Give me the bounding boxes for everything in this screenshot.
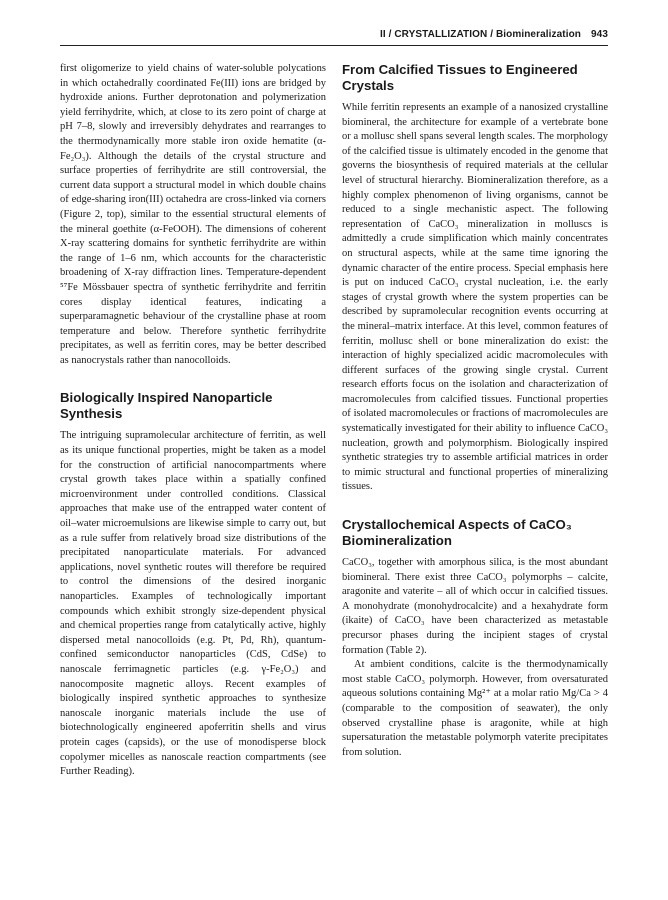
left-column <box>60 62 326 780</box>
running-head <box>60 29 608 46</box>
left-paragraph-2: The intriguing supramolecular architecture of ferritin, as well as its unique functional properties, might be taken as a model for the construction of artificial nanocompartments where crystal growth takes place within a spatially confined microenvironment under controlled conditions. Classical approaches that make use of the entrapped water content of oil–water microemulsions are likewise simple to carry out, but as a rule suffer from relatively broad size distributions of the precipitated nanoparticulate materials. For advanced applications, novel synthetic routes will therefore be required to control the dimensions of the desired inorganic nanoparticles. Examples of technologically important compounds which exhibit strongly size-dependent physical and chemical properties range from catalytically active, highly dispersed metal nanocolloids (e.g. Pt, Pd, Rh), quantum-confined semiconductor nanoparticles (CdS, CdSe) to nanoscale ferrimagnetic particles (e.g. γ-Fe₂O₃) and nanocomposite magnetic alloys. Recent examples of biologically inspired synthetic approaches to synthesize nanoscale inorganic materials include the use of biotechnologically engineered apoferritin shells and virus protein cages (capsids), or the use of monodisperse block copolymer micelles as nanoscale reaction compartments (see Further Reading). <box>60 430 326 778</box>
section-heading-crystallochemical-aspects: Crystallochemical Aspects of CaCO₃ Biomineralization <box>342 517 572 549</box>
right-paragraph-1: While ferritin represents an example of a nanosized crystalline biomineral, the architecture for example of a vertebrate bone or a mollusc shell spans several length scales. The morphology of the calcified tissue is ultimately encoded in the genome that governs the biosynthesis of required materials at the cellular level of structural hierarchy. Biomineralization therefore, as a highly complex phenomenon of living organisms, cannot be reduced to a single mechanistic aspect. The following representation of CaCO₃ mineralization in molluscs is admittedly a crude simplification which mainly concentrates on structural aspects, while at the same time ignoring the dynamic character of the entire process. Special emphasis here is put on induced CaCO₃ crystal nucleation, i.e. the early stages of crystal growth where the system properties can be described by supramolecular recognition events occurring at the mineral–matrix interface. At this level, common features of ferritin, mollusc shell or bone mineralization do exist: the interaction of highly specialized acidic macromolecules with different surfaces of the growing single crystal. Current research efforts focus on the isolation and characterization of macromolecules from calcified tissues. Functional properties of isolated macromolecules or fractions of macromolecules are systematically investigated for their ability to influence CaCO₃ nucleation, growth and polymorphism. Biologically inspired synthetic strategies try to assemble artificial matrices in order to mimic structural and functional properties of mineralizing tissues. <box>342 102 608 493</box>
section-title: II / CRYSTALLIZATION / Biomineralization <box>379 29 581 40</box>
left-paragraph-1: first oligomerize to yield chains of water-soluble polycations in which octahedrally coordinated Fe(III) ions are bridged by hydroxide anions. Further deprotonation and polymerization yield ferrihydrite, which, at close to its zero point of charge at pH 7–8, slowly and irreversibly dehydrates and rearranges to the thermodynamically more stable iron oxide hematite (α-Fe₂O₃). Although the details of the crystal structure and surface properties of ferrihydrite are still controversial, the current data support a structural model in which double chains of edge-sharing iron(III) octahedra are cross-linked via corners (Figure 2, top), similar to the essential structural elements of the mineral goethite (α-FeOOH). The dimensions of coherent X-ray scattering domains for synthetic ferrihydrite are within the range of 1–6 nm, which accounts for the characteristic broadening of X-ray diffraction lines. Temperature-dependent ⁵⁷Fe Mössbauer spectra of synthetic ferrihydrite and ferritin cores display identical features, indicating a superparamagnetic behaviour of the crystalline phase at room temperature and below. Therefore synthetic ferrihydrite precipitates, as well as ferritin cores, may be better described as nanocrystals rather than nanocolloids. <box>60 63 326 366</box>
right-column <box>342 62 608 760</box>
section-heading-engineered-crystals: From Calcified Tissues to Engineered Crystals <box>342 62 578 93</box>
header-text <box>380 29 608 40</box>
right-paragraph-2: CaCO₃, together with amorphous silica, is the most abundant biomineral. There exist three CaCO₃ polymorphs – calcite, aragonite and vaterite – all of which occur in calcified tissues. A monohydrate (monohydrocalcite) and a hexahydrate form (ikaite) of CaCO₃ have been characterized as metastable precursor phases during the incipient stages of crystal formation (Table 2). <box>342 557 608 656</box>
section-heading-nanoparticle-synthesis: Biologically Inspired Nanoparticle Synthesis <box>60 390 273 422</box>
right-paragraph-3: At ambient conditions, calcite is the thermodynamically most stable CaCO₃ polymorph. However, from oversaturated aqueous solutions containing Mg²⁺ at a molar ratio Mg/Ca > 4 (comparable to the composition of seawater), the only observed crystalline phase is aragonite, while at high supersaturation the metastable polymorph vaterite precipitates from solution. <box>342 659 608 758</box>
page-number: 943 <box>591 29 608 40</box>
